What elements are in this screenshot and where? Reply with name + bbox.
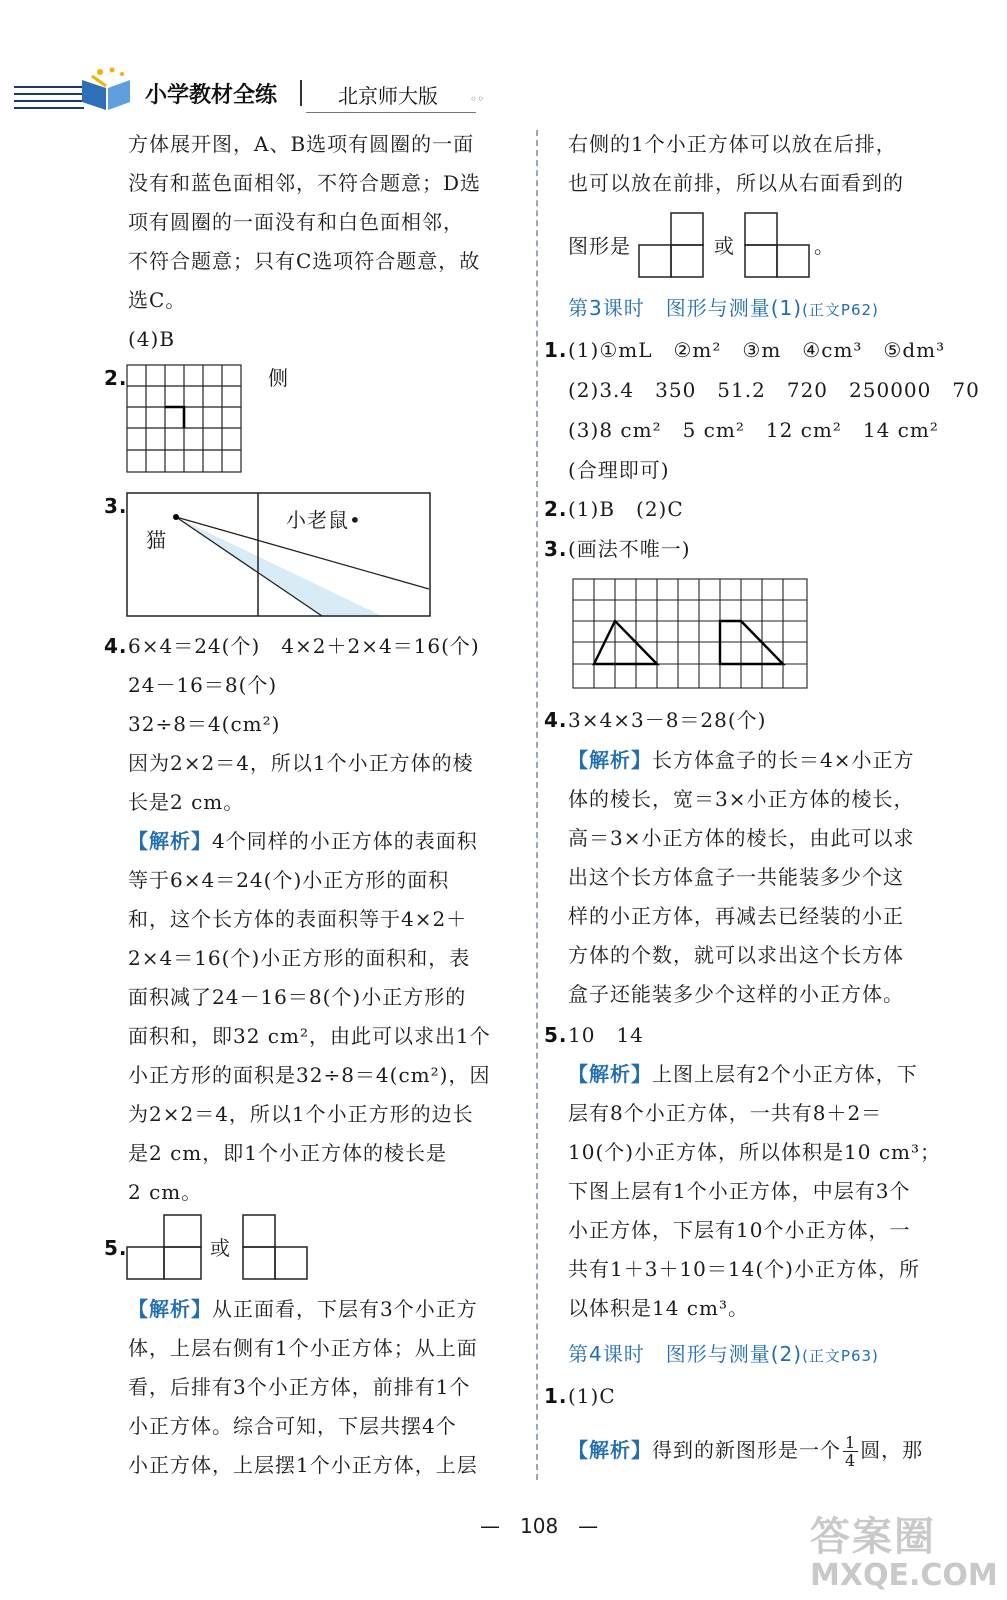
r-q5-analysis-text-1: 上图上层有2个小正方体，下 xyxy=(652,1062,918,1086)
last-analysis-line xyxy=(568,1434,923,1469)
q5-analysis-tag: 【解析】 xyxy=(128,1297,212,1321)
q5-view-figure-b xyxy=(242,1214,308,1280)
fraction-numerator: 1 xyxy=(845,1433,857,1452)
r-q1-line-3: (3)8 cm² 5 cm² 12 cm² 14 cm² xyxy=(568,418,939,442)
q5-view-figure-a xyxy=(126,1214,202,1280)
q4-line-4: 因为2×2＝4，所以1个小正方体的棱 xyxy=(128,751,474,775)
header-separator xyxy=(300,80,302,106)
q5-or-label: 或 xyxy=(210,1236,231,1260)
right-view-figure-b xyxy=(744,212,810,278)
left-line-5: 选C。 xyxy=(128,288,187,312)
q4-analysis-line-6: 面积和，即32 cm²，由此可以求出1个 xyxy=(128,1024,491,1048)
lesson4-title: 第4课时 图形与测量(2) xyxy=(568,1342,803,1366)
r-q5-analysis-line-2: 层有8个小正方体，一共有8＋2＝ xyxy=(568,1101,883,1125)
column-divider xyxy=(536,130,538,1480)
header-underline xyxy=(306,112,476,113)
fraction-denominator: 4 xyxy=(845,1451,857,1470)
r-q4-analysis-line-7: 盒子还能装多少个这样的小正方体。 xyxy=(568,982,904,1006)
q4-analysis-line-3: 和，这个长方体的表面积等于4×2＋ xyxy=(128,907,468,931)
right-line-1: 右侧的1个小正方体可以放在后排， xyxy=(568,132,897,156)
q4-analysis-line-8: 为2×2＝4，所以1个小正方形的边长 xyxy=(128,1102,474,1126)
q4-analysis-tag: 【解析】 xyxy=(128,829,212,853)
r-q1-line-2: (2)3.4 350 51.2 720 250000 70 xyxy=(568,378,980,402)
lesson3-title: 第3课时 图形与测量(1) xyxy=(568,296,803,320)
q3-mouse-label: 小老鼠• xyxy=(286,508,362,532)
q4-analysis-text-1: 4个同样的小正方体的表面积 xyxy=(212,829,478,853)
r-q4-analysis-line-1 xyxy=(568,746,914,774)
lesson3-heading xyxy=(568,294,879,324)
last-analysis-after: 圆，那 xyxy=(860,1438,924,1462)
q4-line-1: 6×4＝24(个) 4×2＋2×4＝16(个) xyxy=(128,634,480,658)
fraction-one-quarter xyxy=(843,1434,858,1469)
book-logo-icon xyxy=(78,66,138,112)
r-q5-analysis-line-6: 共有1＋3＋10＝14(个)小正方体，所 xyxy=(568,1257,920,1281)
left-line-3: 项有圆圈的一面没有和白色面相邻， xyxy=(128,210,464,234)
q2-grid-figure xyxy=(126,364,242,474)
q3-number: 3. xyxy=(104,494,128,518)
right-end-mark: 。 xyxy=(814,234,835,258)
header-title: 小学教材全练 xyxy=(145,83,278,108)
q4-line-5: 长是2 cm。 xyxy=(128,790,245,814)
right-line-2: 也可以放在前排，所以从右面看到的 xyxy=(568,171,904,195)
watermark-logo xyxy=(810,1505,998,1593)
r-q4-analysis-tag: 【解析】 xyxy=(568,748,652,772)
q4-line-2: 24－16＝8(个) xyxy=(128,673,278,697)
r-q5-analysis-line-1 xyxy=(568,1060,918,1088)
r-q4-analysis-text-1: 长方体盒子的长＝4×小正方 xyxy=(652,748,915,772)
q4-analysis-line-4: 2×4＝16(个)小正方形的面积和，表 xyxy=(128,946,471,970)
page-number: — 108 — xyxy=(480,1514,599,1538)
r-q1b-number: 1. xyxy=(544,1384,568,1408)
left-line-6: (4)B xyxy=(128,327,176,351)
r-q4-text: 3×4×3－8＝28(个) xyxy=(568,708,767,732)
r-q4-analysis-line-5: 样的小正方体，再减去已经装的小正 xyxy=(568,904,904,928)
q5-analysis-line-2: 体，上层右侧有1个小正方体；从上面 xyxy=(128,1336,478,1360)
q4-analysis-line-1 xyxy=(128,827,478,855)
left-line-2: 没有和蓝色面相邻，不符合题意；D选 xyxy=(128,171,482,195)
r-q3-text: (画法不唯一) xyxy=(568,537,691,561)
last-analysis-tag: 【解析】 xyxy=(568,1438,652,1462)
left-line-1: 方体展开图，A、B选项有圆圈的一面 xyxy=(128,132,475,156)
q4-analysis-line-5: 面积减了24－16＝8(个)小正方形的 xyxy=(128,985,467,1009)
q5-analysis-line-5: 小正方体，上层摆1个小正方体，上层 xyxy=(128,1453,478,1477)
q5-analysis-line-4: 小正方体。综合可知，下层共摆4个 xyxy=(128,1414,457,1438)
r-q5-analysis-line-5: 小正方体，下层有10个小正方体，一 xyxy=(568,1218,911,1242)
r-q4-analysis-line-2: 体的棱长，宽＝3×小正方体的棱长， xyxy=(568,787,915,811)
q3-cat-mouse-figure xyxy=(126,492,432,618)
r-q1-number: 1. xyxy=(544,338,568,362)
q2-number: 2. xyxy=(104,366,128,390)
r-q1-line-1: (1)①mL ②m² ③m ④cm³ ⑤dm³ xyxy=(568,338,946,362)
r-q3-number: 3. xyxy=(544,537,568,561)
lesson4-ref: (正文P63) xyxy=(802,1347,879,1365)
watermark-top-text: 答案圈 xyxy=(810,1514,936,1560)
r-q5-analysis-line-3: 10(个)小正方体，所以体积是10 cm³； xyxy=(568,1140,942,1164)
q2-side-label: 侧 xyxy=(268,366,289,390)
q4-number: 4. xyxy=(104,634,128,658)
r-q5-analysis-tag: 【解析】 xyxy=(568,1062,652,1086)
r-q4-analysis-line-4: 出这个长方体盒子一共能装多少个这 xyxy=(568,865,904,889)
header-decor-lines xyxy=(14,86,84,114)
r-q1b-text: (1)C xyxy=(568,1384,616,1408)
q5-analysis-text-1: 从正面看，下层有3个小正方 xyxy=(212,1297,478,1321)
q5-analysis-line-1 xyxy=(128,1295,478,1323)
q4-analysis-line-2: 等于6×4＝24(个)小正方形的面积 xyxy=(128,868,450,892)
right-shape-label: 图形是 xyxy=(568,234,631,258)
lesson4-heading xyxy=(568,1340,879,1370)
r-q4-number: 4. xyxy=(544,708,568,732)
q3-cat-label: 猫 xyxy=(146,528,167,552)
r-q4-analysis-line-3: 高＝3×小正方体的棱长，由此可以求 xyxy=(568,826,915,850)
right-or-label: 或 xyxy=(714,234,735,258)
r-q2-text: (1)B (2)C xyxy=(568,497,684,521)
q4-line-3: 32÷8＝4(cm²) xyxy=(128,712,281,736)
r-q5-analysis-line-4: 下图上层有1个小正方体，中层有3个 xyxy=(568,1179,911,1203)
q5-analysis-line-3: 看，后排有3个小正方体，前排有1个 xyxy=(128,1375,471,1399)
r-q3-grid-figure xyxy=(572,578,808,690)
q4-analysis-line-9: 是2 cm，即1个小正方体的棱长是 xyxy=(128,1141,447,1165)
lesson3-ref: (正文P62) xyxy=(802,301,879,319)
last-analysis-before: 得到的新图形是一个 xyxy=(652,1438,841,1462)
r-q5-text: 10 14 xyxy=(568,1023,644,1047)
r-q1-line-4: (合理即可) xyxy=(568,458,670,482)
q4-analysis-line-7: 小正方形的面积是32÷8＝4(cm²)，因 xyxy=(128,1063,491,1087)
header-edition: 北京师大版 xyxy=(338,84,438,108)
watermark-bottom-text: MXQE.COM xyxy=(810,1558,998,1593)
r-q4-analysis-line-6: 方体的个数，就可以求出这个长方体 xyxy=(568,943,904,967)
r-q5-analysis-line-7: 以体积是14 cm³。 xyxy=(568,1296,749,1320)
q4-analysis-line-10: 2 cm。 xyxy=(128,1180,203,1204)
right-view-figure-a xyxy=(638,212,704,278)
r-q5-number: 5. xyxy=(544,1023,568,1047)
header-dots: ◦◦ xyxy=(470,92,485,106)
q5-number: 5. xyxy=(104,1236,128,1260)
r-q2-number: 2. xyxy=(544,497,568,521)
left-line-4: 不符合题意；只有C选项符合题意，故 xyxy=(128,249,481,273)
